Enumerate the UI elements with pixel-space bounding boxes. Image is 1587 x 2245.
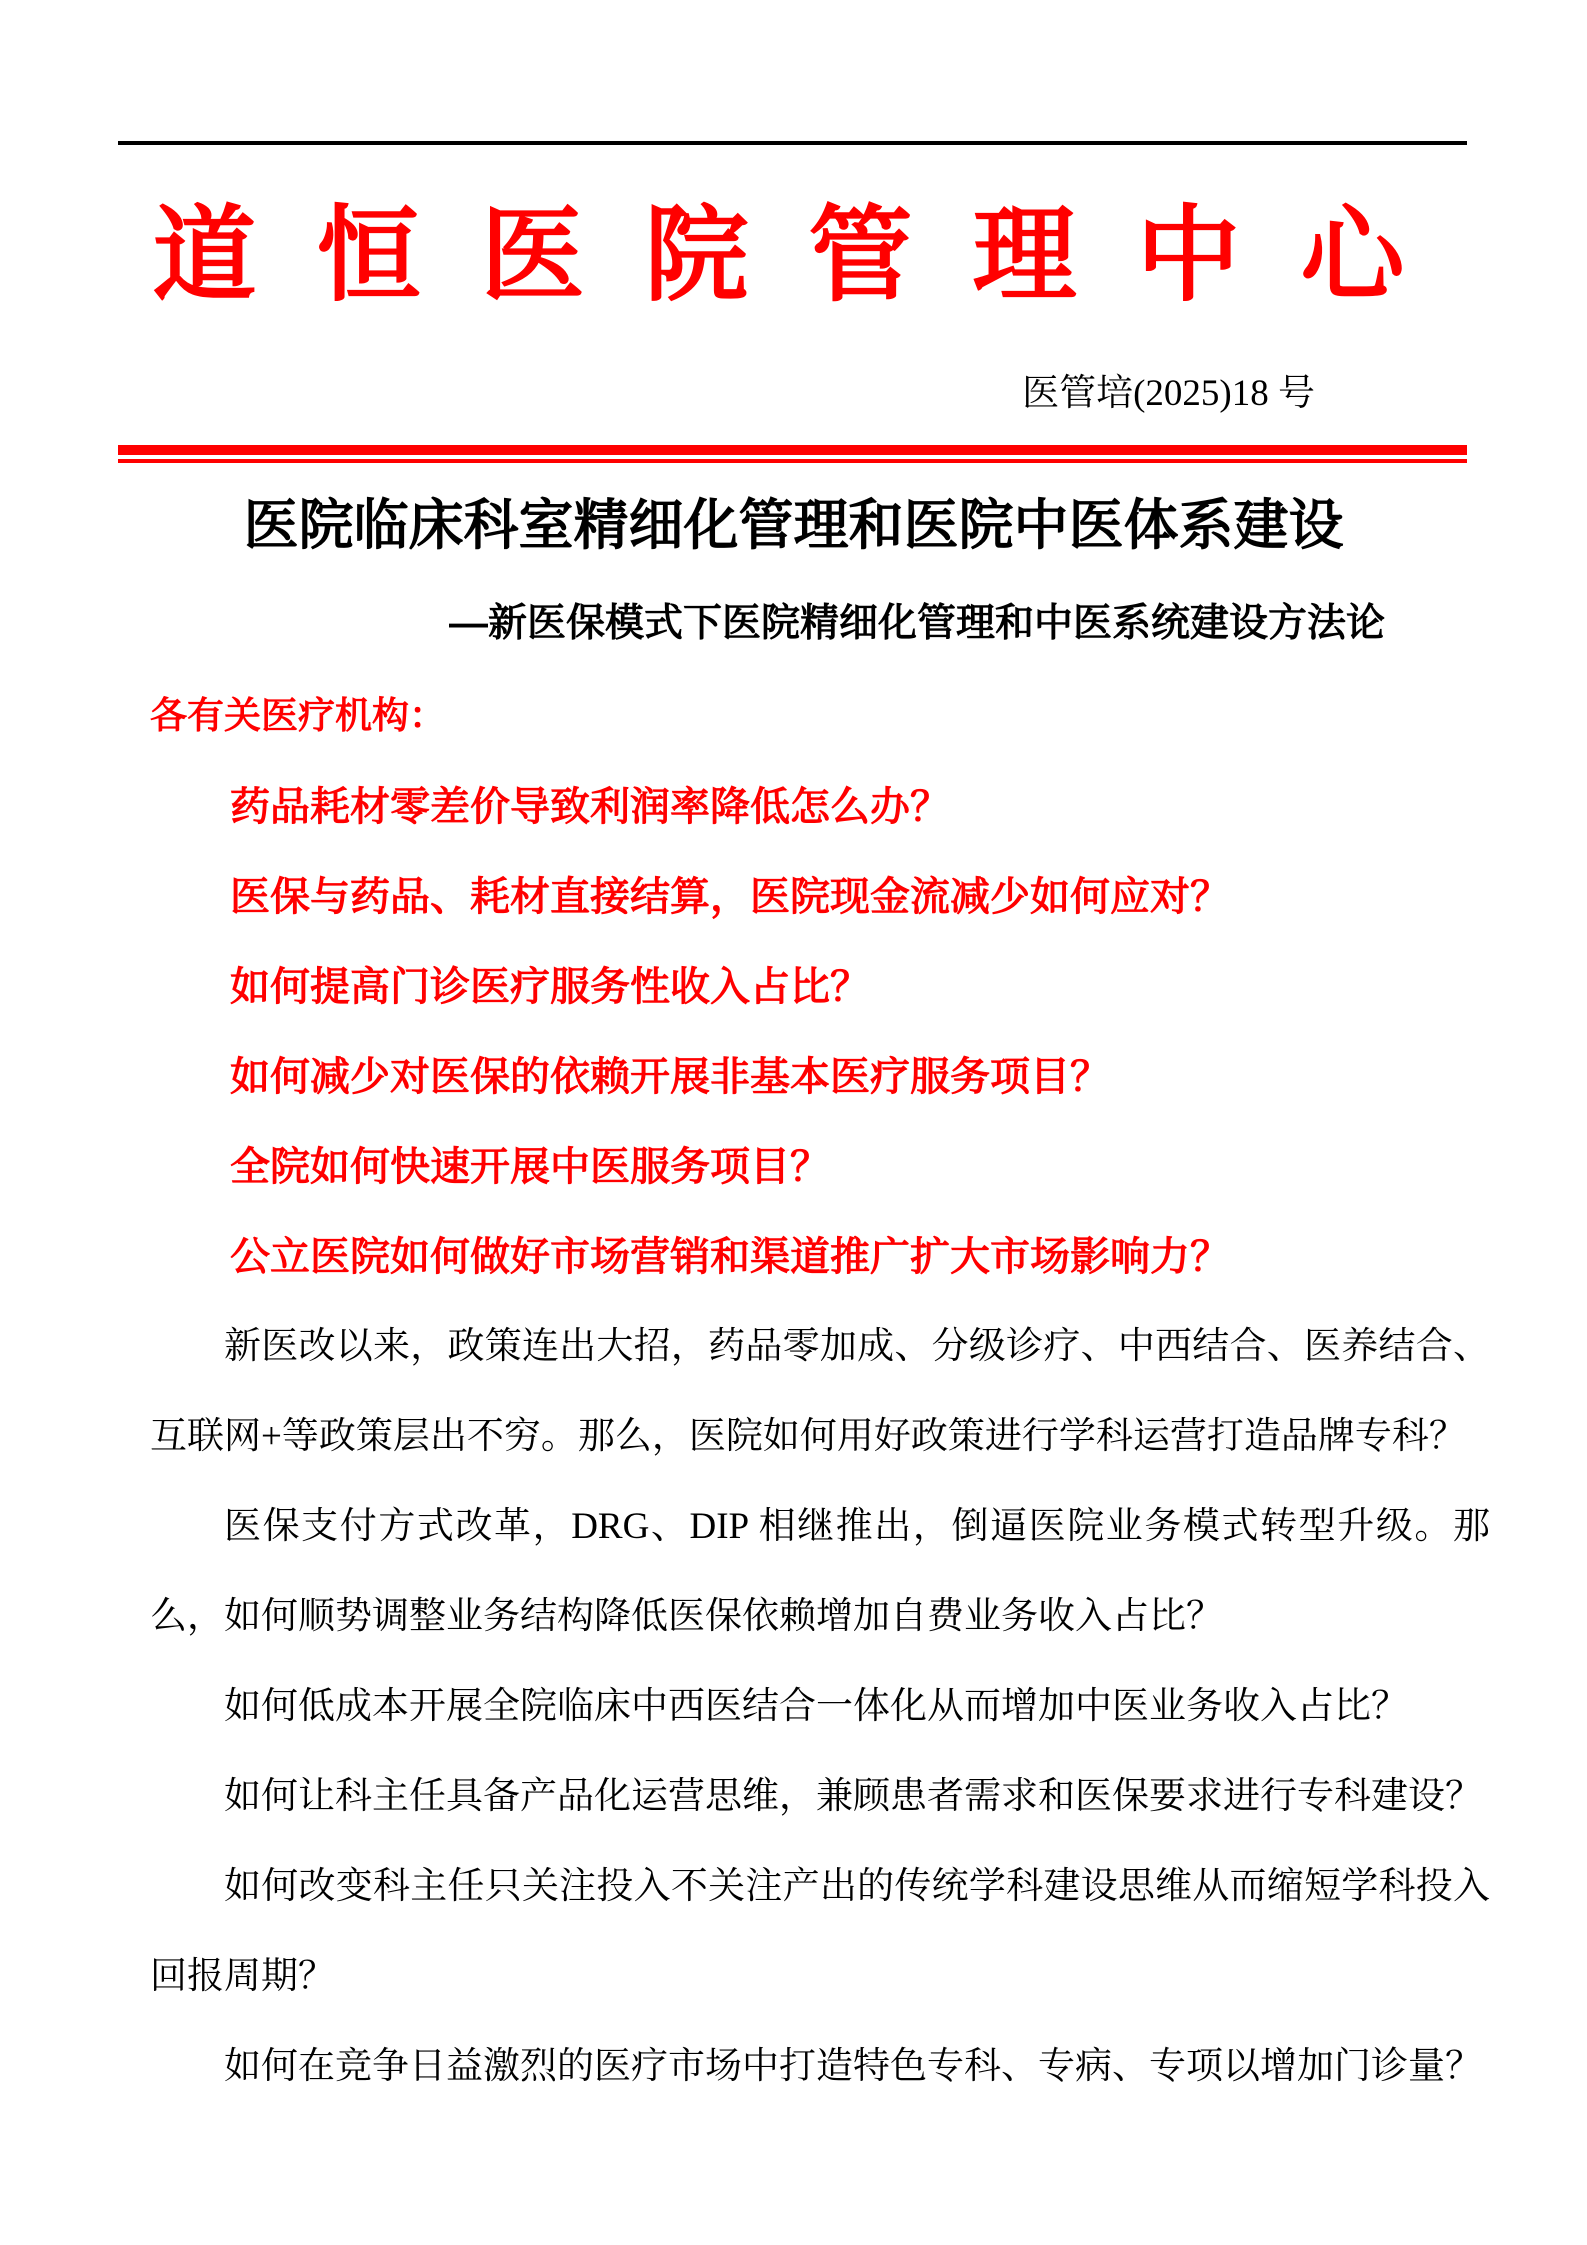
document-subtitle: —新医保模式下医院精细化管理和中医系统建设方法论 — [449, 602, 1386, 645]
red-divider-thin-rule — [118, 459, 1467, 463]
letterhead-title: 道恒医院管理中心 — [152, 198, 1465, 314]
document-body — [150, 672, 1490, 2112]
body-paragraph-2: 医保支付方式改革，DRG、DIP 相继推出，倒逼医院业务模式转型升级。那么，如何顺势调整业务结构降低医保依赖增加自费业务收入占比？ — [150, 1506, 1490, 1637]
top-divider-rule — [118, 141, 1467, 145]
red-question-1: 药品耗材零差价导致利润率降低怎么办？ — [230, 784, 950, 829]
red-question-3: 如何提高门诊医疗服务性收入占比？ — [230, 964, 870, 1009]
salutation: 各有关医疗机构： — [150, 696, 446, 737]
red-question-6: 公立医院如何做好市场营销和渠道推广扩大市场影响力？ — [230, 1234, 1230, 1279]
body-paragraph-4: 如何让科主任具备产品化运营思维，兼顾患者需求和医保要求进行专科建设？ — [224, 1776, 1482, 1817]
red-question-4: 如何减少对医保的依赖开展非基本医疗服务项目？ — [230, 1054, 1110, 1099]
body-paragraph-1: 新医改以来，政策连出大招，药品零加成、分级诊疗、中西结合、医养结合、互联网+等政策层出不穷。那么，医院如何用好政策进行学科运营打造品牌专科？ — [150, 1326, 1490, 1457]
body-paragraph-6: 如何在竞争日益激烈的医疗市场中打造特色专科、专病、专项以增加门诊量？ — [224, 2046, 1482, 2087]
body-paragraph-3: 如何低成本开展全院临床中西医结合一体化从而增加中医业务收入占比？ — [224, 1686, 1408, 1727]
body-paragraph-5: 如何改变科主任只关注投入不关注产出的传统学科建设思维从而缩短学科投入回报周期？ — [150, 1866, 1490, 1997]
document-number: 医管培(2025)18 号 — [1022, 373, 1315, 414]
red-divider-thick-rule — [118, 445, 1467, 455]
red-question-2: 医保与药品、耗材直接结算，医院现金流减少如何应对？ — [230, 874, 1230, 919]
document-title: 医院临床科室精细化管理和医院中医体系建设 — [243, 494, 1344, 556]
red-question-5: 全院如何快速开展中医服务项目？ — [230, 1144, 830, 1189]
